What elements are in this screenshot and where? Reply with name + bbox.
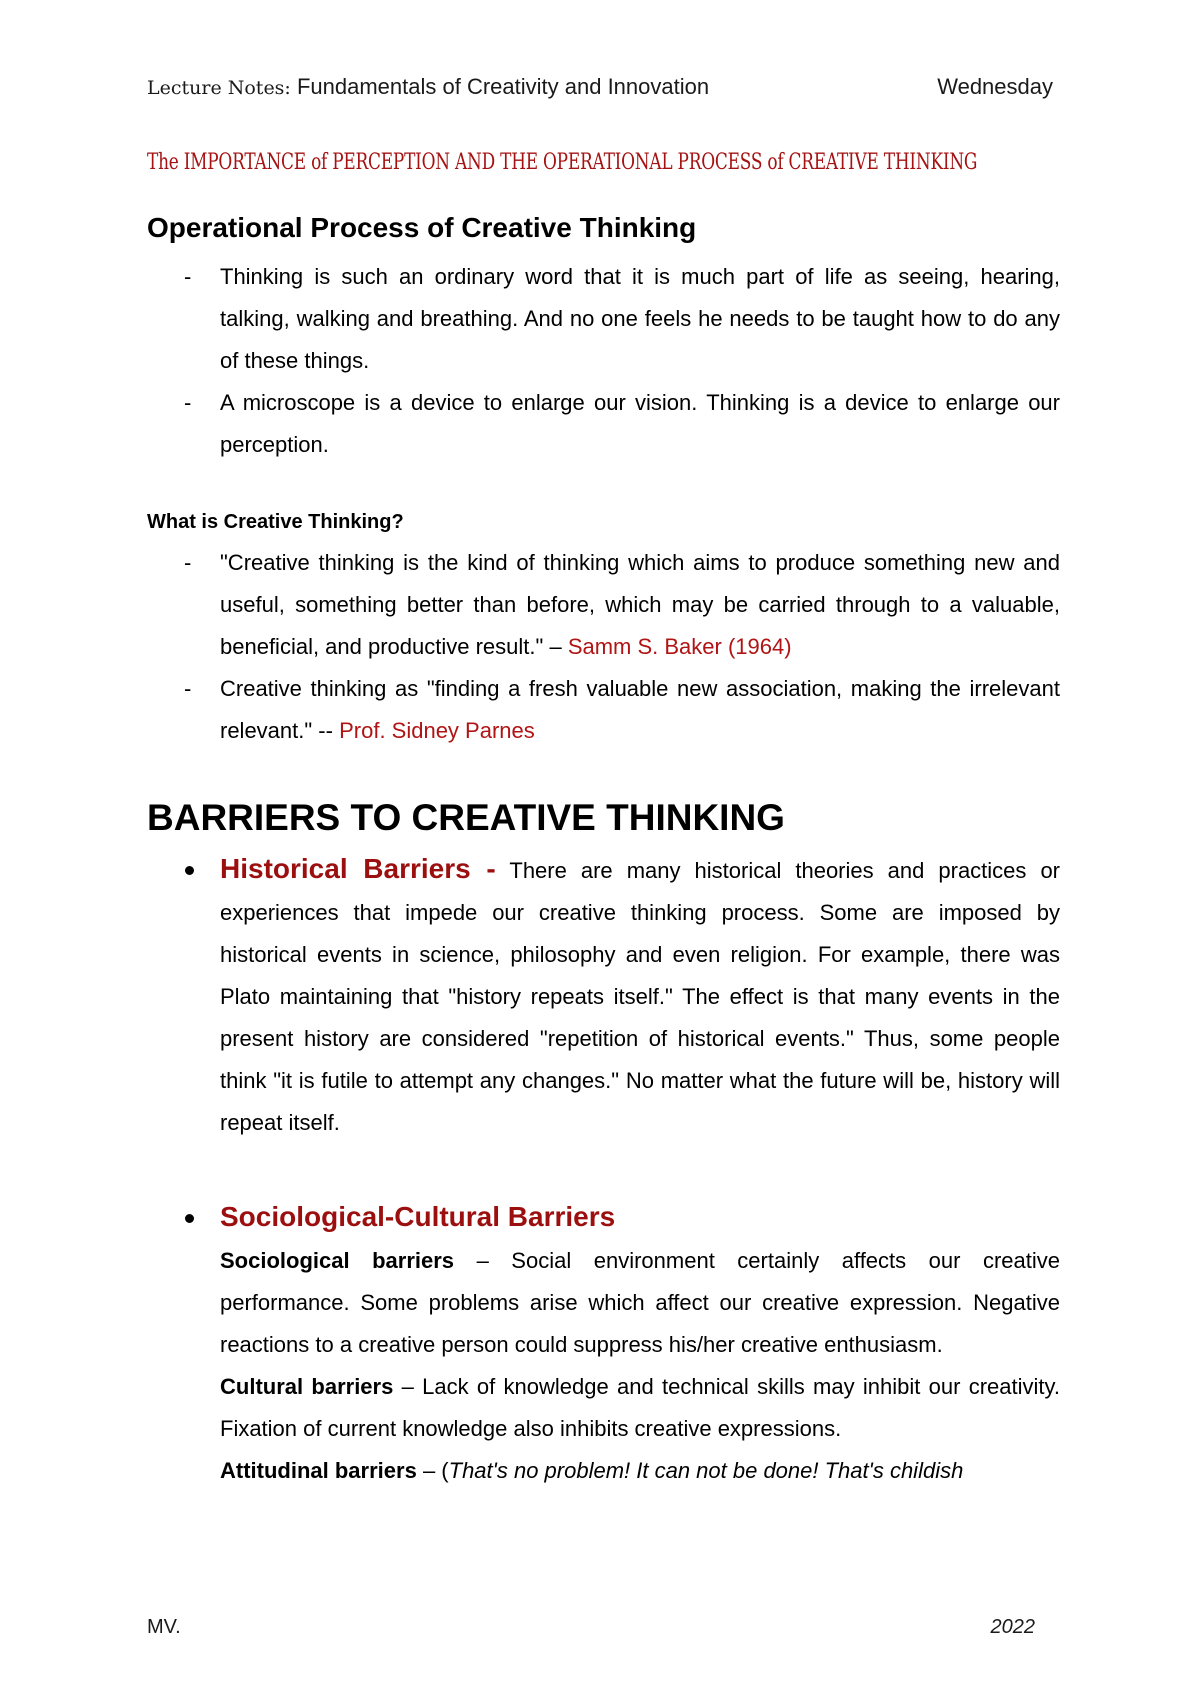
attitudinal-label: Attitudinal barriers (220, 1458, 417, 1483)
dash-marker: - (184, 550, 192, 575)
dash-marker: - (184, 264, 192, 289)
page-footer (147, 1616, 1035, 1639)
list-item (147, 668, 1060, 752)
bullet-icon (185, 866, 194, 875)
footer-initials: MV. (147, 1616, 181, 1638)
list-item (147, 1196, 1060, 1240)
dash-marker: - (184, 676, 192, 701)
list-item (147, 542, 1060, 668)
barriers-heading: BARRIERS TO CREATIVE THINKING (147, 797, 785, 838)
cultural-label: Cultural barriers (220, 1374, 394, 1399)
sociological-paragraph (147, 1240, 1060, 1366)
section-heading-what-is: What is Creative Thinking? (147, 511, 404, 533)
section-heading-operational: Operational Process of Creative Thinking (147, 212, 697, 243)
page-header (147, 74, 1053, 100)
sociological-text: – Social environment certainly affects our creative performance. Some problems arise which affect our creative expression. Negative reactions to a creative person could suppress his/her creative enthusiasm. (220, 1248, 1060, 1357)
definition-quote: "Creative thinking is the kind of thinking which aims to produce something new and useful, something better than before, which may be carried through to a valuable, beneficial, and productive result." – (220, 550, 1060, 659)
sociological-label: Sociological barriers (220, 1248, 455, 1273)
bullet-icon (185, 1214, 194, 1223)
list-item-text: A microscope is a device to enlarge our vision. Thinking is a device to enlarge our perception. (220, 390, 1060, 457)
header-label: Lecture Notes: (147, 77, 291, 99)
socio-cultural-barriers-title: Sociological-Cultural Barriers (220, 1201, 616, 1232)
cultural-text: – Lack of knowledge and technical skills may inhibit our creativity. Fixation of current knowledge also inhibits creative expressions. (220, 1374, 1060, 1441)
list-item-text: Thinking is such an ordinary word that it is much part of life as seeing, hearing, talking, walking and breathing. And no one feels he needs to be taught how to do any of these things. (220, 264, 1060, 373)
definition-author: Prof. Sidney Parnes (339, 718, 535, 743)
document-body (147, 210, 1060, 1492)
definition-author: Samm S. Baker (1964) (567, 634, 792, 659)
list-item (147, 382, 1060, 466)
attitudinal-paragraph (147, 1450, 1060, 1492)
header-day: Wednesday (937, 74, 1053, 99)
cultural-paragraph (147, 1366, 1060, 1450)
footer-year: 2022 (990, 1616, 1035, 1638)
list-item (147, 256, 1060, 382)
historical-barriers-title: Historical Barriers - (220, 853, 496, 884)
definition-quote: Creative thinking as "finding a fresh valuable new association, making the irrelevant relevant." -- (220, 676, 1060, 743)
dash-marker: - (184, 390, 192, 415)
attitudinal-dash: – ( (422, 1458, 449, 1483)
header-title: Fundamentals of Creativity and Innovation (296, 74, 710, 99)
attitudinal-text: That's no problem! It can not be done! That's childish (448, 1458, 964, 1483)
operational-list (147, 256, 1060, 466)
list-item (147, 848, 1060, 1144)
barriers-list (147, 848, 1060, 1240)
topic-banner: The IMPORTANCE of PERCEPTION AND THE OPERATIONAL PROCESS of CREATIVE THINKING (147, 150, 978, 175)
historical-barriers-text: There are many historical theories and practices or experiences that impede our creative thinking process. Some are imposed by historical events in science, philosophy and even religion. For example, there was Plato maintaining that "history repeats itself." The effect is that many events in the present history are considered "repetition of historical events." Thus, some people think "it is futile to attempt any changes." No matter what the future will be, history will repeat itself. (220, 858, 1061, 1135)
definition-list (147, 542, 1060, 752)
